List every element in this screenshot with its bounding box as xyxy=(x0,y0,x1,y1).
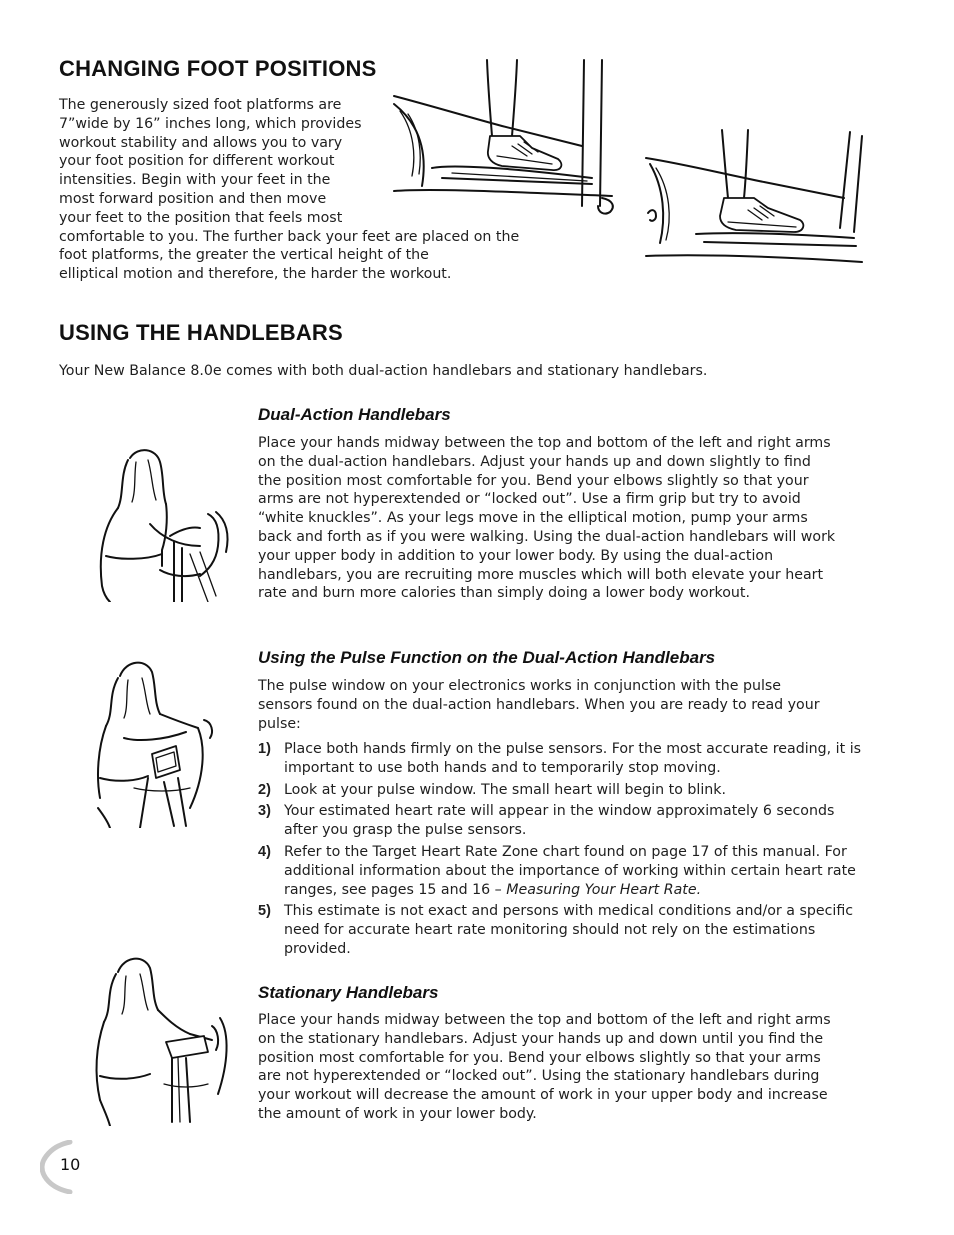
step-text: Refer to the Target Heart Rate Zone chart found on page 17 of this manual. For additional information about the importance of working within certain heart rate ranges, see pages 15 and 16 – xyxy=(284,843,856,898)
foot-forward-illustration xyxy=(392,56,620,218)
step-text: This estimate is not exact and persons with medical conditions and/or a specific need for accurate heart rate monitoring should not rely on the estimations provided. xyxy=(284,903,854,957)
foot-positions-heading: CHANGING FOOT POSITIONS xyxy=(59,56,377,81)
foot-line: your feet to the position that feels most xyxy=(59,209,343,226)
pulse-step xyxy=(258,740,868,778)
foot-line: comfortable to you. The further back your feet are placed on the xyxy=(59,228,520,245)
pulse-illustration xyxy=(94,658,224,828)
foot-line: most forward position and then move xyxy=(59,190,327,207)
foot-line: The generously sized foot platforms are xyxy=(59,97,342,113)
stationary-body: Place your hands midway between the top and bottom of the left and right arms on the stationary handlebars. Adjust your hands up and down until you find the position most comfortable for you. Bend your elbows slightly so that your arms are not hyperextended or “locked out”. Using the stationary handlebars during your workout will decrease the amount of work in your upper body and increase the amount of work in your lower body. xyxy=(258,1012,831,1122)
pulse-intro: The pulse window on your electronics works in conjunction with the pulse sensors found on the dual-action handlebars. When you are ready to read your pulse: xyxy=(258,678,820,732)
pulse-step xyxy=(258,781,868,800)
foot-line: elliptical motion and therefore, the harder the workout. xyxy=(59,266,452,283)
step-number: 1) xyxy=(258,741,271,757)
foot-line: 7”wide by 16” inches long, which provides xyxy=(59,115,362,132)
step-italic-reference: Measuring Your Heart Rate. xyxy=(506,881,702,898)
pulse-step xyxy=(258,802,868,840)
pulse-step xyxy=(258,902,868,958)
step-text: Place both hands firmly on the pulse sensors. For the most accurate reading, it is important to use both hands and to temporarily stop moving. xyxy=(284,741,862,776)
stationary-heading: Stationary Handlebars xyxy=(258,983,439,1002)
foot-line: your foot position for different workout xyxy=(59,153,335,170)
pulse-step xyxy=(258,843,868,899)
dual-action-heading: Dual-Action Handlebars xyxy=(258,405,451,424)
step-number: 2) xyxy=(258,781,271,798)
step-text: Your estimated heart rate will appear in the window approximately 6 seconds after you grasp the pulse sensors. xyxy=(284,803,835,839)
foot-line: workout stability and allows you to vary xyxy=(59,134,343,151)
handlebars-heading: USING THE HANDLEBARS xyxy=(59,320,343,345)
step-text: Look at your pulse window. The small heart will begin to blink. xyxy=(284,781,727,798)
handlebars-intro: Your New Balance 8.0e comes with both dual-action handlebars and stationary handlebars. xyxy=(59,363,708,379)
dual-action-body: Place your hands midway between the top and bottom of the left and right arms on the dual-action handlebars. Adjust your hands up and down slightly to find the position most comfortable for you. Bend your elbows slightly so that your arms are not hyperextended or “locked out”. Use a firm grip but try to avoid “white knuckles”. As your legs move in the elliptical motion, pump your arms back and forth as if you were walking. Using the dual-action handlebars will work your upper body in addition to your lower body. By using the dual-action handlebars, you are recruiting more muscles which will both elevate your heart rate and burn more calories than simply doing a lower body workout. xyxy=(258,435,836,602)
foot-line: foot platforms, the greater the vertical height of the xyxy=(59,247,429,264)
page-number: 10 xyxy=(60,1155,81,1174)
step-number: 4) xyxy=(258,843,271,860)
dual-action-illustration xyxy=(90,446,240,602)
foot-rear-illustration xyxy=(644,128,866,274)
step-number: 3) xyxy=(258,803,271,820)
foot-line: intensities. Begin with your feet in the xyxy=(59,172,331,189)
pulse-heading: Using the Pulse Function on the Dual-Action Handlebars xyxy=(258,648,716,667)
pulse-steps-list xyxy=(258,740,868,962)
step-number: 5) xyxy=(258,903,271,920)
stationary-illustration xyxy=(94,954,234,1126)
